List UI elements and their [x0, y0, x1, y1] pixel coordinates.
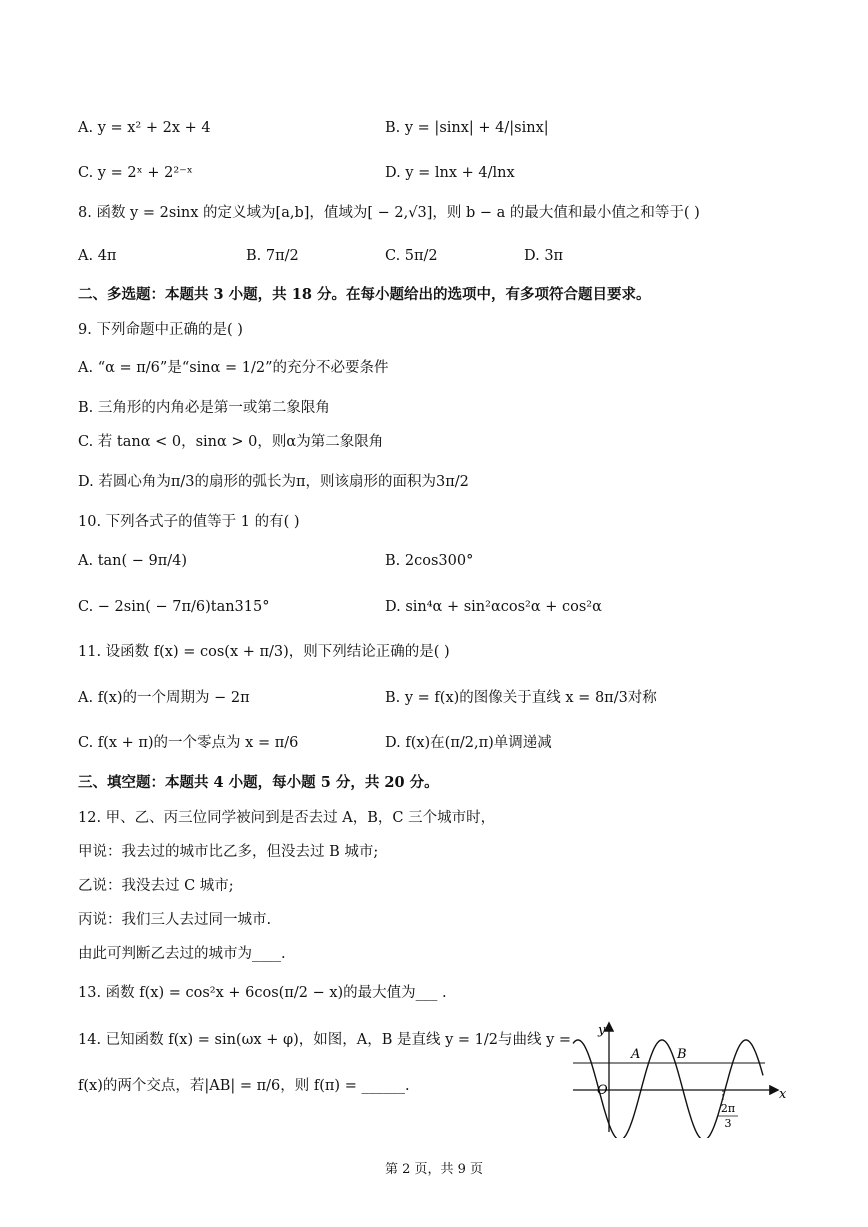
q8-stem: 8. 函数 y = 2sinx 的定义域为[a,b]，值域为[ − 2,√3]，则 b − a 的最大值和最小值之和等于( )	[78, 205, 700, 221]
y-axis-label: y	[598, 1023, 606, 1038]
page-footer: 第 2 页，共 9 页	[384, 1162, 484, 1177]
tick-denominator: 3	[724, 1117, 732, 1130]
q14-function-graph	[565, 1018, 795, 1138]
q7-option-d: D. y = lnx + 4/lnx	[385, 165, 515, 181]
q11-stem: 11. 设函数 f(x) = cos(x + π/3)，则下列结论正确的是( )	[78, 644, 450, 660]
q7-option-a: A. y = x² + 2x + 4	[78, 120, 211, 136]
tick-numerator: 2π	[720, 1102, 736, 1115]
q10-option-d: D. sin⁴α + sin²αcos²α + cos²α	[385, 599, 602, 615]
point-b-label: B	[677, 1047, 687, 1062]
q11-option-d: D. f(x)在(π/2,π)单调递减	[385, 735, 552, 751]
q10-option-c: C. − 2sin( − 7π/6)tan315°	[78, 599, 270, 615]
q9-option-d: D. 若圆心角为π/3的扇形的弧长为π，则该扇形的面积为3π/2	[78, 474, 469, 490]
x-axis-label: x	[779, 1087, 787, 1102]
q10-option-b: B. 2cos300°	[385, 553, 474, 569]
q14-line-1: 14. 已知函数 f(x) = sin(ωx + φ)，如图，A，B 是直线 y = 1/2与曲线 y =	[78, 1032, 572, 1048]
q8-option-a: A. 4π	[78, 248, 117, 264]
q10-stem: 10. 下列各式子的值等于 1 的有( )	[78, 514, 300, 530]
q8-option-c: C. 5π/2	[385, 248, 438, 264]
q7-option-b: B. y = |sinx| + 4/|sinx|	[385, 120, 549, 136]
q12-line-1: 甲说：我去过的城市比乙多，但没去过 B 城市;	[78, 844, 379, 860]
q10-option-a: A. tan( − 9π/4)	[78, 553, 188, 569]
q9-option-a: A. “α = π/6”是“sinα = 1/2”的充分不必要条件	[78, 360, 389, 376]
q8-option-d: D. 3π	[524, 248, 564, 264]
point-a-label: A	[631, 1047, 641, 1062]
section-2-heading: 二、多选题：本题共 3 小题，共 18 分。在每小题给出的选项中，有多项符合题目要求。	[78, 286, 651, 303]
q12-stem: 12. 甲、乙、丙三位同学被问到是否去过 A，B，C 三个城市时，	[78, 810, 496, 826]
q8-option-b: B. 7π/2	[246, 248, 299, 264]
section-3-heading: 三、填空题：本题共 4 小题，每小题 5 分，共 20 分。	[78, 774, 439, 791]
q14-line-2: f(x)的两个交点，若|AB| = π/6，则 f(π) = ______.	[78, 1078, 410, 1094]
q7-option-c: C. y = 2ˣ + 2²⁻ˣ	[78, 165, 193, 181]
q12-line-4: 由此可判断乙去过的城市为____.	[78, 946, 286, 962]
q9-option-c: C. 若 tanα < 0，sinα > 0，则α为第二象限角	[78, 434, 384, 450]
q11-option-c: C. f(x + π)的一个零点为 x = π/6	[78, 735, 299, 751]
q9-option-b: B. 三角形的内角必是第一或第二象限角	[78, 400, 330, 416]
q13-stem: 13. 函数 f(x) = cos²x + 6cos(π/2 − x)的最大值为___ .	[78, 985, 447, 1001]
q12-line-3: 丙说：我们三人去过同一城市.	[78, 912, 272, 928]
origin-label: O	[597, 1083, 608, 1098]
q9-stem: 9. 下列命题中正确的是( )	[78, 322, 243, 338]
q11-option-b: B. y = f(x)的图像关于直线 x = 8π/3对称	[385, 690, 657, 706]
q11-option-a: A. f(x)的一个周期为 − 2π	[78, 690, 250, 706]
q12-line-2: 乙说：我没去过 C 城市;	[78, 878, 234, 894]
